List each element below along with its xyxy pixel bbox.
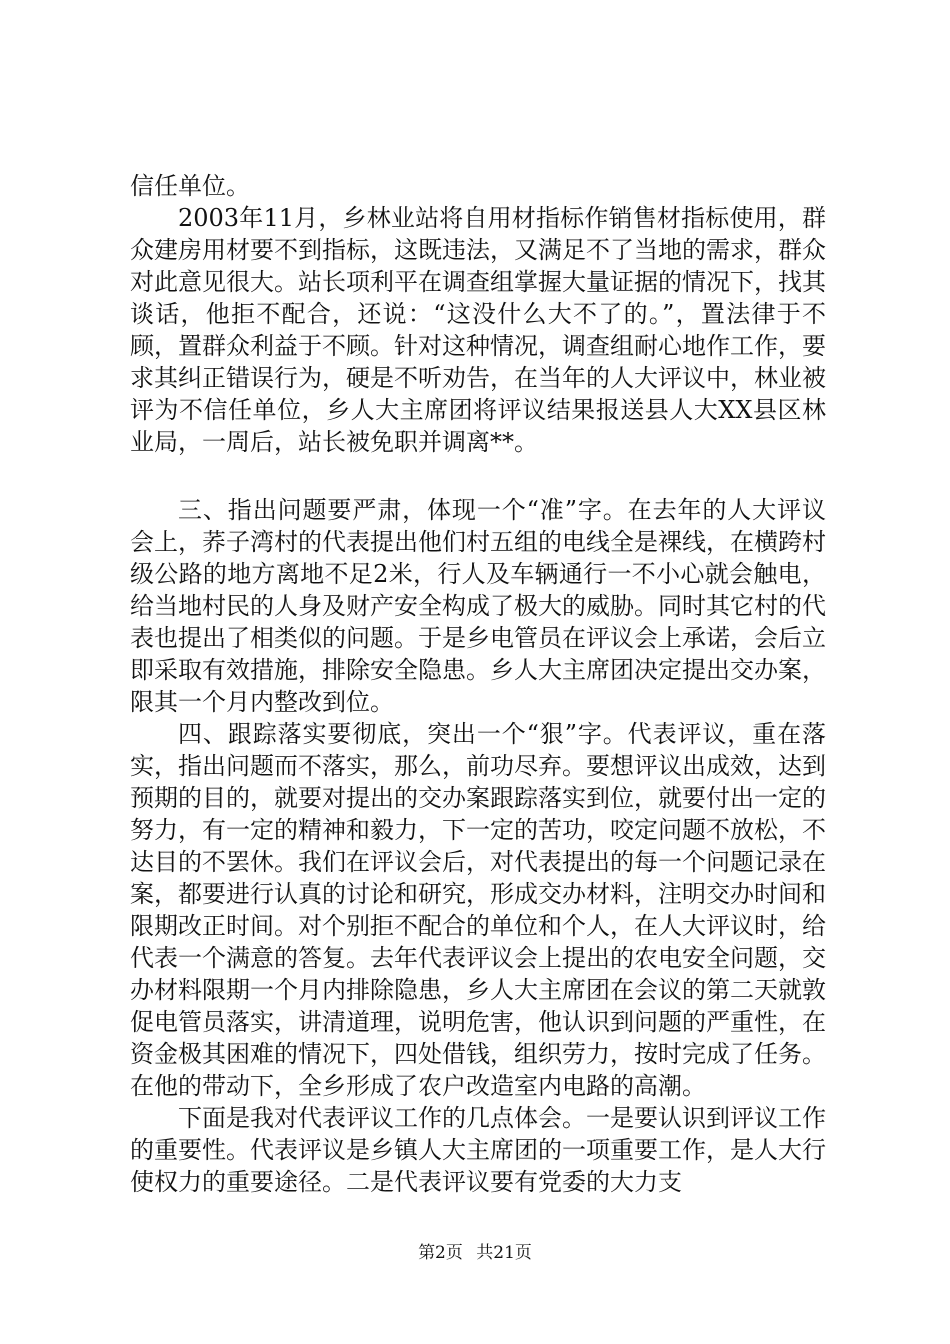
page-total: 共21页 (476, 1243, 532, 1263)
paragraph-continuation: 信任单位。 (130, 172, 250, 200)
paragraph-section-three: 三、指出问题要严肃，体现一个“准”字。在去年的人大评议会上，荞子湾村的代表提出他们村五组的电线全是裸线，在横跨村级公路的地方离地不足2米，行人及车辆通行一不小心就会触电，给当地村民的人身及财产安全构成了极大的威胁。同时其它村的代表也提出了相类似的问题。于是乡电管员在评议会上承诺，会后立即采取有效措施，排除安全隐患。乡人大主席团决定提出交办案，限其一个月内整改到位。 (130, 496, 826, 716)
paragraph-forestry-case: 2003年11月，乡林业站将自用材指标作销售材指标使用，群众建房用材要不到指标，这既违法，又满足不了当地的需求，群众对此意见很大。站长项利平在调查组掌握大量证据的情况下，找其谈话，他拒不配合，还说：“这没什么大不了的。”，置法律于不顾，置群众利益于不顾。针对这种情况，调查组耐心地作工作，要求其纠正错误行为，硬是不听劝告，在当年的人大评议中，林业被评为不信任单位，乡人大主席团将评议结果报送县人大XX县区林业局，一周后，站长被免职并调离**。 (130, 204, 826, 456)
paragraph-section-four: 四、跟踪落实要彻底，突出一个“狠”字。代表评议，重在落实，指出问题而不落实，那么，前功尽弃。要想评议出成效，达到预期的目的，就要对提出的交办案跟踪落实到位，就要付出一定的努力，有一定的精神和毅力，下一定的苦功，咬定问题不放松，不达目的不罢休。我们在评议会后，对代表提出的每一个问题记录在案，都要进行认真的讨论和研究，形成交办材料，注明交办时间和限期改正时间。对个别拒不配合的单位和个人，在人大评议时，给代表一个满意的答复。去年代表评议会上提出的农电安全问题，交办材料限期一个月内排除隐患，乡人大主席团在会议的第二天就敦促电管员落实，讲清道理，说明危害，他认识到问题的严重性，在资金极其困难的情况下，四处借钱，组织劳力，按时完成了任务。在他的带动下，全乡形成了农户改造室内电路的高潮。 (130, 720, 826, 1100)
paragraph-experience: 下面是我对代表评议工作的几点体会。一是要认识到评议工作的重要性。代表评议是乡镇人大主席团的一项重要工作，是人大行使权力的重要途径。二是代表评议要有党委的大力支 (130, 1104, 826, 1196)
paragraph-gap (130, 458, 826, 494)
page-footer (0, 1242, 950, 1264)
document-body (130, 170, 826, 1198)
page-number: 第2页 (418, 1243, 463, 1263)
